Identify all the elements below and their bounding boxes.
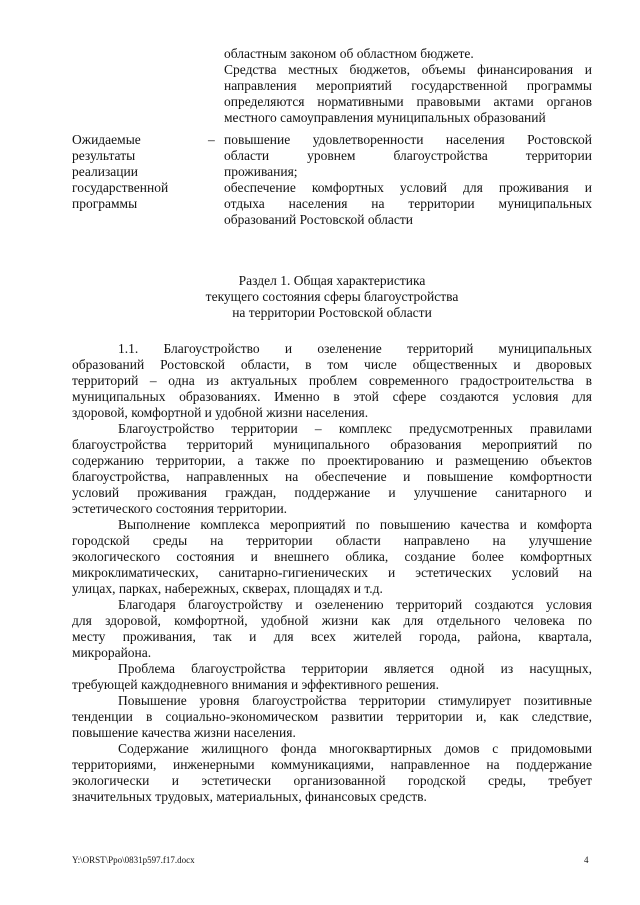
- label-line: программы: [72, 196, 138, 211]
- text-line: Повышение уровня благоустройства территории стимулирует позитивные: [118, 693, 592, 708]
- text-line: благоустройства территорий муниципального образования мероприятий по: [72, 437, 592, 452]
- text-line: эстетического состояния территории.: [72, 501, 288, 516]
- text-line: территориями, инженерными коммуникациями, направленное на поддержание: [72, 757, 592, 772]
- text-line: требующей каждодневного внимания и эффективного решения.: [72, 677, 440, 692]
- text-line: микрорайона.: [72, 645, 152, 660]
- expected-results-label: [72, 132, 222, 212]
- heading-line: текущего состояния сферы благоустройства: [205, 289, 459, 304]
- text-line: Содержание жилищного фонда многоквартирных домов с придомовыми: [118, 741, 592, 756]
- text-line: Средства местных бюджетов, объемы финансирования и: [224, 62, 592, 77]
- paragraph-1: [72, 341, 592, 421]
- dash-separator: –: [208, 132, 215, 147]
- text-line: 1.1. Благоустройство и озеленение территорий муниципальных: [118, 341, 592, 356]
- text-line: Благодаря благоустройству и озеленению территорий создаются условия: [118, 597, 592, 612]
- paragraph-3: [72, 517, 592, 597]
- text-line: отдыха населения на территории муниципальных: [224, 196, 592, 211]
- label-line: результаты: [72, 148, 136, 163]
- heading-line: Раздел 1. Общая характеристика: [238, 273, 426, 288]
- paragraph-2: [72, 421, 592, 517]
- text-line: обеспечение комфортных условий для проживания и: [224, 180, 592, 195]
- section-heading: [72, 273, 592, 321]
- text-line: области уровнем благоустройства территории: [224, 148, 592, 163]
- text-line: повышение качества жизни населения.: [72, 725, 296, 740]
- text-line: образований Ростовской области: [224, 212, 413, 227]
- label-line: государственной: [72, 180, 169, 195]
- text-line: улицах, парках, набережных, скверах, площадях и т.д.: [72, 581, 383, 596]
- paragraph-6: [72, 693, 592, 741]
- text-line: условий проживания граждан, поддержание и улучшение санитарного и: [72, 485, 592, 500]
- text-line: для здоровой, комфортной, удобной жизни как для отдельного человека по: [72, 613, 592, 628]
- paragraph-5: [72, 661, 592, 693]
- paragraph-4: [72, 597, 592, 661]
- text-line: микроклиматических, санитарно-гигиенических и эстетических условий на: [72, 565, 592, 580]
- text-line: направления мероприятий государственной программы: [224, 78, 592, 93]
- text-line: Проблема благоустройства территории является одной из насущных,: [118, 661, 592, 676]
- text-line: месту проживания, так и для всех жителей города, района, квартала,: [72, 629, 592, 644]
- heading-line: на территории Ростовской области: [232, 305, 432, 320]
- text-line: повышение удовлетворенности населения Ростовской: [224, 132, 592, 147]
- text-line: областным законом об областном бюджете.: [224, 46, 474, 61]
- text-line: проживания;: [224, 164, 298, 179]
- text-line: экологического состояния и внешнего облика, создание более комфортных: [72, 549, 592, 564]
- expected-results-value: [224, 132, 592, 228]
- label-line: реализации: [72, 164, 138, 179]
- text-line: экологически и эстетически организованной городской среды, требует: [72, 773, 592, 788]
- text-line: Благоустройство территории – комплекс предусмотренных правилами: [118, 421, 592, 436]
- page-number: 4: [584, 855, 589, 865]
- text-line: определяются нормативными правовыми актами органов: [224, 94, 592, 109]
- text-line: здоровой, комфортной и удобной жизни населения.: [72, 405, 369, 420]
- text-line: значительных трудовых, материальных, финансовых средств.: [72, 789, 427, 804]
- footer-file-path: Y:\ORST\Ppo\0831p597.f17.docx: [72, 855, 195, 865]
- label-line: Ожидаемые: [72, 132, 141, 147]
- text-line: территорий – одна из актуальных проблем современного градостроительства в: [72, 373, 592, 388]
- text-line: Выполнение комплекса мероприятий по повышению качества и комфорта: [118, 517, 592, 532]
- paragraph-7: [72, 741, 592, 805]
- text-line: содержанию территории, а также по проектированию и размещению объектов: [72, 453, 592, 468]
- text-line: образований Ростовской области, в том числе общественных и дворовых: [72, 357, 592, 372]
- text-line: муниципальных образованиях. Именно в этой сфере создаются условия для: [72, 389, 592, 404]
- text-line: местного самоуправления муниципальных образований: [224, 110, 546, 125]
- funding-sources-text: [224, 46, 592, 126]
- text-line: тенденции в социально-экономическом развитии территории и, как следствие,: [72, 709, 592, 724]
- text-line: городской среды на территории области направлено на улучшение: [72, 533, 592, 548]
- text-line: благоустройства, направленных на обеспечение и повышение комфортности: [72, 469, 592, 484]
